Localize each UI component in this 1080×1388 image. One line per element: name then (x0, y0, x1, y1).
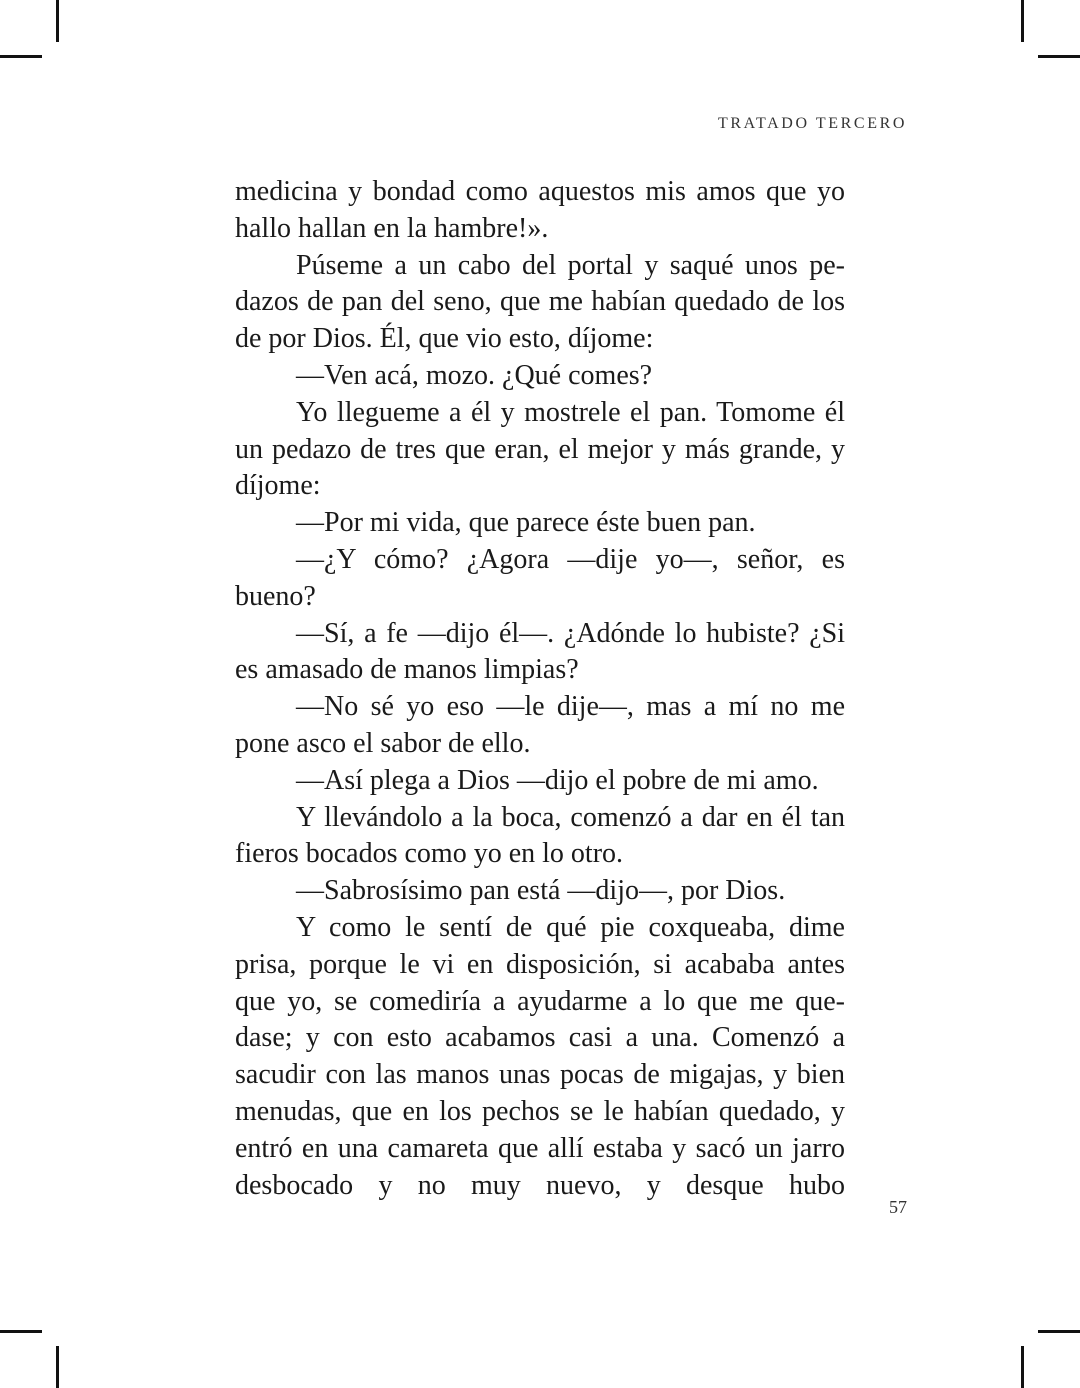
paragraph: —¿Y cómo? ¿Agora —dije yo—, señor, es bueno? (235, 543, 845, 612)
paragraph: —Sí, a fe —dijo él—. ¿Adónde lo hubiste? ¿Si es amasado de manos limpias? (235, 617, 845, 686)
page-number: 57 (889, 1197, 907, 1217)
crop-mark-bottom-left-horizontal (0, 1330, 42, 1333)
crop-mark-top-left-horizontal (0, 55, 42, 58)
paragraph: —Así plega a Dios —dijo el pobre de mi amo. (296, 764, 819, 796)
paragraph: —Por mi vida, que parece éste buen pan. (296, 507, 756, 539)
crop-mark-top-right-horizontal (1038, 55, 1080, 58)
paragraph: Yo llegueme a él y mostrele el pan. Tomome él un pedazo de tres que eran, el mejor y más grande, y díjome: (235, 396, 845, 502)
paragraph: Púseme a un cabo del portal y saqué unos pedazos de pan del seno, que me habían quedado de los de por Dios. Él, que vio esto, díjome: (235, 249, 845, 355)
paragraph: Y como le sentí de qué pie coxqueaba, dime prisa, porque le vi en disposición, si acababa antes que yo, se comediría a ayudarme a lo que me quedase; y con esto acabamos casi a una. Comenzó a sacudir con las manos unas pocas de migajas, y bien menudas, que en los pechos se le habían quedado, y entró en una camareta que allí estaba y sacó un jarro desbocado y no muy nuevo, y desque hubo (235, 911, 845, 1201)
paragraph: —Sabrosísimo pan está —dijo—, por Dios. (296, 875, 786, 907)
paragraph: medicina y bondad como aquestos mis amos que yo hallo hallan en la hambre!». (235, 176, 845, 244)
body-text (235, 174, 845, 1204)
crop-mark-bottom-right-horizontal (1038, 1330, 1080, 1333)
crop-mark-top-left-vertical (56, 0, 59, 42)
paragraph: —Ven acá, mozo. ¿Qué comes? (296, 359, 653, 391)
paragraph: —No sé yo eso —le dije—, mas a mí no me pone asco el sabor de ello. (235, 691, 845, 759)
crop-mark-top-right-vertical (1021, 0, 1024, 42)
crop-mark-bottom-right-vertical (1021, 1346, 1024, 1388)
running-head: TRATADO TERCERO (718, 115, 907, 132)
paragraph: Y llevándolo a la boca, comenzó a dar en él tan fieros bocados como yo en lo otro. (235, 801, 845, 870)
crop-mark-bottom-left-vertical (56, 1346, 59, 1388)
